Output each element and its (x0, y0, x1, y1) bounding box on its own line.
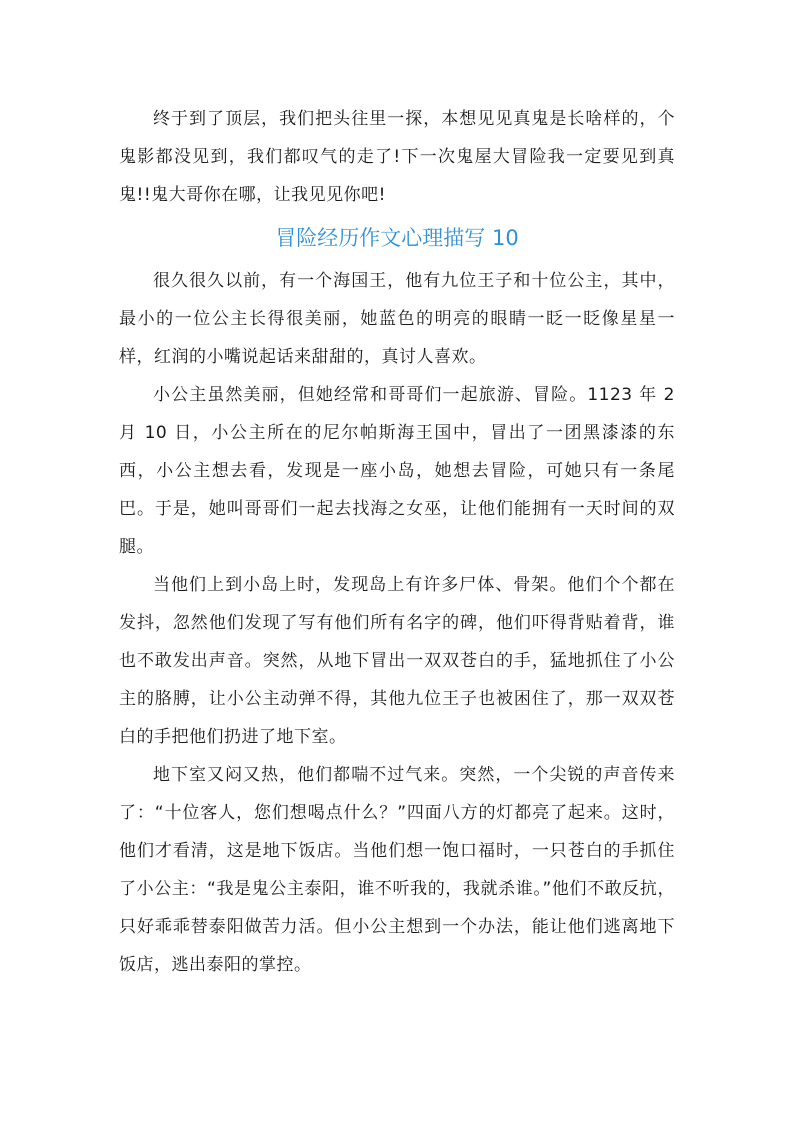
section-title: 冒险经历作文心理描写 10 (275, 226, 519, 250)
intro-paragraph: 终于到了顶层，我们把头往里一探，本想见见真鬼是长啥样的，个鬼影都没见到，我们都叹气的走了!下一次鬼屋大冒险我一定要见到真鬼!!鬼大哥你在哪，让我见见你吧! (119, 109, 675, 205)
paragraph-1: 很久很久以前，有一个海国王，他有九位王子和十位公主，其中，最小的一位公主长得很美丽，她蓝色的明亮的眼睛一眨一眨像星星一样，红润的小嘴说起话来甜甜的，真讨人喜欢。 (119, 271, 675, 367)
paragraph-3: 当他们上到小岛上时，发现岛上有许多尸体、骨架。他们个个都在发抖，忽然他们发现了写有他们所有名字的碑，他们吓得背贴着背，谁也不敢发出声音。突然，从地下冒出一双双苍白的手，猛地抓住了小公主的胳膊，让小公主动弹不得，其他九位王子也被困住了，那一双双苍白的手把他们扔进了地下室。 (119, 575, 675, 747)
paragraph-4: 地下室又闷又热，他们都喘不过气来。突然，一个尖锐的声音传来了：“十位客人，您们想喝点什么？”四面八方的灯都亮了起来。这时，他们才看清，这是地下饭店。当他们想一饱口福时，一只苍白的手抓住了小公主：“我是鬼公主泰阳，谁不听我的，我就杀谁。”他们不敢反抗，只好乖乖替泰阳做苦力活。但小公主想到一个办法，能让他们逃离地下饭店，逃出泰阳的掌控。 (119, 765, 675, 975)
paragraph-2: 小公主虽然美丽，但她经常和哥哥们一起旅游、冒险。1123 年 2 月 10 日，小公主所在的尼尔帕斯海王国中，冒出了一团黑漆漆的东西，小公主想去看，发现是一座小岛，她想去冒险，可她只有一条尾巴。于是，她叫哥哥们一起去找海之女巫，让他们能拥有一天时间的双腿。 (119, 385, 675, 557)
document-body (119, 100, 675, 984)
